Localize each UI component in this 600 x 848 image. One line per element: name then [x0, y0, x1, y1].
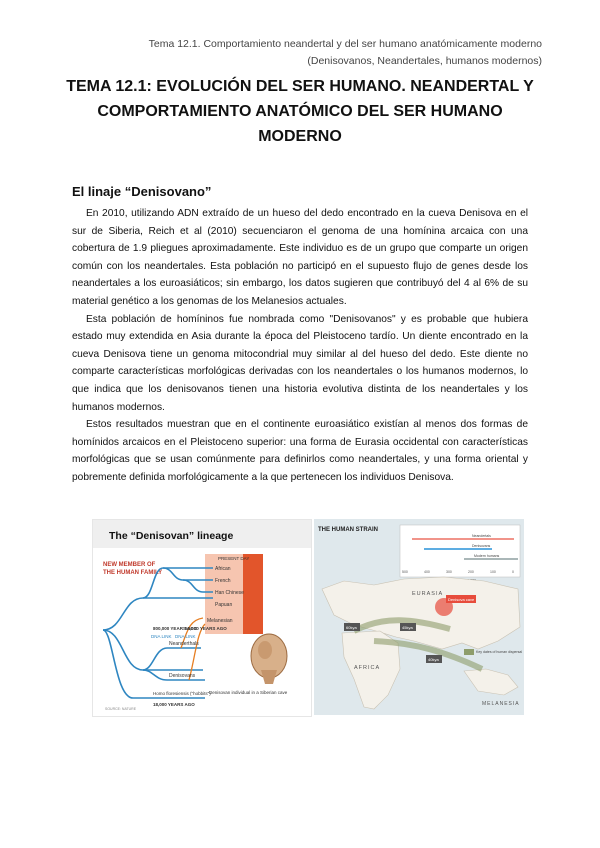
paragraph-3: Estos resultados muestran que en el continente euroasiático existían al menos dos formas de homínidos arcaicos en el Pleistoceno superior: una forma de Eurasia occidental con características morfológicas que se usan comúnmente para definirlos como neandertales, y una forma oriental y pobremente definida morfológicamente a la que pertenecen los individuos Denisova.	[72, 419, 528, 483]
label-flores: Homo floresiensis ("hobbits")	[153, 691, 211, 696]
population-melanesian: Melanesian	[207, 618, 233, 624]
running-header	[82, 36, 542, 70]
body-text	[72, 205, 528, 487]
tick-0: 0	[512, 570, 514, 574]
label-neanderthals: Neanderthals	[169, 641, 199, 647]
label-africa: AFRICA	[354, 665, 381, 671]
page-title	[60, 74, 540, 149]
lineage-subtitle-1: NEW MEMBER OF	[103, 562, 156, 568]
key-swatch	[464, 649, 474, 655]
population-papuan: Papuan	[215, 602, 233, 608]
years-ago-a: 800,000 YEARS AGO	[153, 626, 198, 631]
key-label: Key dates of human dispersal	[476, 650, 523, 654]
label-individual: Denisovan individual in a Siberian cave	[209, 690, 288, 695]
age-label-c: 40kya	[428, 657, 439, 662]
label-melanesia: MELANESIA	[482, 701, 520, 707]
figure	[92, 519, 524, 715]
present-day-label: PRESENT DAY	[218, 556, 250, 561]
lineage-title: The “Denisovan” lineage	[109, 530, 234, 542]
title-line1: TEMA 12.1: EVOLUCIÓN DEL SER HUMANO. NEANDERTAL Y	[66, 78, 534, 95]
label-eurasia: EURASIA	[412, 591, 444, 597]
human-strain-map	[314, 519, 524, 715]
lineage-panel	[92, 519, 312, 717]
lineage-credit: SOURCE: NATURE	[105, 707, 137, 711]
dna-link-label-2: DNA LINK	[175, 634, 196, 639]
gene-flow-2	[189, 624, 205, 680]
strain-title: THE HUMAN STRAIN	[318, 527, 378, 533]
fossil-illustration	[251, 634, 287, 684]
legend-2: Denisovans	[472, 544, 491, 548]
tick-200: 200	[468, 570, 474, 574]
label-denisovans: Denisovans	[169, 673, 196, 679]
legend-1: Neandertals	[472, 534, 491, 538]
lineage-diagram	[93, 520, 311, 716]
label-flores-note: 18,000 YEARS AGO	[153, 702, 195, 707]
age-label-a: 60kya	[346, 625, 357, 630]
age-label-b: 45kya	[402, 625, 413, 630]
landmass-oceania	[464, 669, 518, 695]
paragraph-1: En 2010, utilizando ADN extraído de un hueso del dedo encontrado en la cueva Denisova en el sur de Siberia, Reich et al (2010) secuenciaron el genoma de una homínina arcaica con una cobertura de 1.9 pliegues aproximadamente. Este individuo es de un grupo que comparte un origen común con los neandertales. Esta población no participó en el supuesto flujo de genes desde los neandertales a los euroasiáticos; sin embargo, los datos sugieren que contribuyó del 4 al 6% de su material genético a los genomas de los Melanesios actuales.	[72, 208, 528, 307]
dna-link-label-1: DNA LINK	[151, 634, 172, 639]
running-header-line2: (Denisovanos, Neandertales, humanos modernos)	[307, 55, 542, 67]
cave-label: Denisova cave	[448, 597, 475, 602]
tick-400: 400	[424, 570, 430, 574]
human-strain-panel	[314, 519, 524, 715]
timeline-box	[400, 525, 520, 577]
strain-timeline	[400, 525, 520, 582]
years-ago-b: 50,000 YEARS AGO	[185, 626, 227, 631]
lineage-tree	[103, 568, 213, 698]
population-french: French	[215, 578, 231, 584]
lineage-subtitle-2: THE HUMAN FAMILY	[103, 570, 163, 576]
running-header-line1: Tema 12.1. Comportamiento neandertal y del ser humano anatómicamente moderno	[148, 38, 542, 50]
tick-100: 100	[490, 570, 496, 574]
population-african: African	[215, 566, 231, 572]
title-line2: COMPORTAMIENTO ANATÓMICO DEL SER HUMANO	[97, 103, 503, 120]
title-line3: MODERNO	[258, 128, 342, 145]
legend-3: Modern humans	[474, 554, 500, 558]
population-han: Han Chinese	[215, 590, 244, 596]
paragraph-2: Esta población de homíninos fue nombrada como "Denisovanos" y es probable que hubiera estado muy extendida en Asia durante la época del Pleistoceno tardío. Un diente encontrado en la cueva Denisova tiene un genoma mitocondrial muy similar al del hueso del dedo. Este diente no comparte características morfológicas derivadas con los neandertales o los humanos modernos, lo que indica que los denisovanos tienen una historia evolutiva distinta de los neandertales y los humanos modernos.	[72, 313, 528, 413]
tick-500: 500	[402, 570, 408, 574]
present-day-band-dark	[243, 554, 263, 634]
tick-300: 300	[446, 570, 452, 574]
section-heading: El linaje “Denisovano”	[72, 184, 212, 199]
